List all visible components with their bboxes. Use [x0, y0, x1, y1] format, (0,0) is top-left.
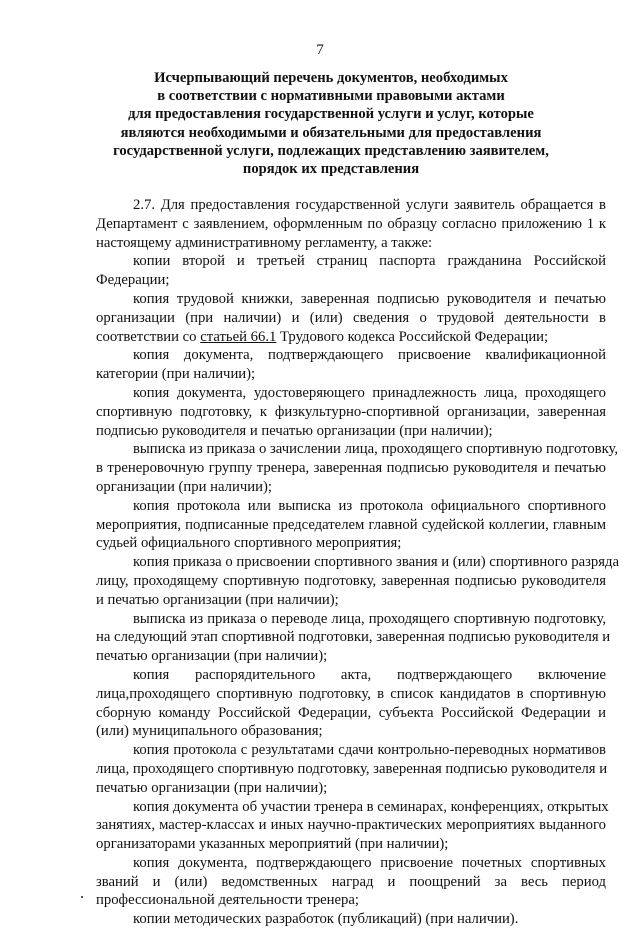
body-line: копия документа, удостоверяющего принадлежность лица, проходящего	[133, 384, 606, 401]
body-line: занятиях, мастер-классах и иных научно-практических мероприятиях выданного	[96, 817, 606, 834]
body-line: Федерации;	[96, 272, 170, 289]
body-line: мероприятия, подписанные председателем главной судейской коллегии, главным	[96, 516, 606, 533]
body-text: Трудового кодекса Российской Федерации;	[276, 328, 549, 345]
body-line: копия документа, подтверждающего присвоение почетных спортивных	[133, 854, 606, 871]
body-line: судьей официального спортивного мероприятия;	[96, 535, 402, 552]
body-line: лицу, проходящему спортивную подготовку, заверенная подписью руководителя	[96, 572, 606, 589]
body-line: 2.7. Для предоставления государственной услуги заявитель обращается в	[133, 197, 606, 213]
body-line: категории (при наличии);	[96, 366, 256, 383]
body-line: званий и (или) ведомственных наград и поощрений за весь период	[96, 873, 606, 890]
body-line: копия документа об участии тренера в семинарах, конференциях, открытых	[133, 798, 609, 815]
body-line: копия распорядительного акта, подтверждающего включение	[133, 666, 606, 683]
body-line: спортивную подготовку, к физкультурно-спортивной организации, заверенная	[96, 403, 606, 420]
title-line: для предоставления государственной услуги и услуг, которые	[128, 106, 534, 123]
body-line: печатью организации (при наличии);	[96, 648, 328, 665]
body-line: копия трудовой книжки, заверенная подписью руководителя и печатью	[133, 290, 606, 307]
body-line: и печатью организации (при наличии);	[96, 591, 339, 608]
body-line: копия документа, подтверждающего присвоение квалификационной	[133, 347, 606, 364]
body-line: копия протокола или выписка из протокола официального спортивного	[133, 497, 606, 514]
body-line: копии методических разработок (публикаций) (при наличии).	[133, 911, 519, 928]
page-number: 7	[316, 42, 324, 58]
body-line: сборную команду Российской Федерации, субъекта Российской Федерации и	[96, 704, 606, 721]
body-line: печатью организации (при наличии);	[96, 779, 328, 796]
document-body	[0, 196, 640, 929]
title-line: в соответствии с нормативными правовыми актами	[157, 88, 505, 105]
body-line: копии второй и третьей страниц паспорта гражданина Российской	[133, 253, 606, 270]
body-text: соответствии со	[96, 328, 201, 345]
body-line: профессиональной деятельности тренера;	[96, 892, 359, 909]
body-line: на следующий этап спортивной подготовки, заверенная подписью руководителя и	[96, 629, 611, 646]
title-line: Исчерпывающий перечень документов, необходимых	[154, 70, 508, 86]
body-line: копия приказа о присвоении спортивного звания и (или) спортивного разряда	[133, 554, 620, 571]
body-line: подписью руководителя и печатью организации (при наличии);	[96, 422, 493, 439]
body-line: выписка из приказа о переводе лица, проходящего спортивную подготовку,	[133, 610, 606, 627]
body-line: в тренеровочную группу тренера, заверенная подписью руководителя и печатью	[96, 460, 606, 477]
body-line: лица, проходящего спортивную подготовку, заверенная подписью руководителя и	[96, 760, 608, 777]
body-line: (или) муниципального образования;	[96, 723, 323, 740]
body-line: Департамент с заявлением, оформленным по образцу согласно приложению 1 к	[96, 215, 606, 232]
body-line: организации (при наличии) и (или) сведения о трудовой деятельности в	[96, 309, 606, 326]
body-line: организации (при наличии);	[96, 478, 272, 495]
scan-artifact	[81, 896, 83, 898]
body-line: лица,проходящего спортивную подготовку, в список кандидатов в спортивную	[96, 685, 606, 702]
body-line: выписка из приказа о зачислении лица, проходящего спортивную подготовку,	[133, 441, 619, 458]
title-line: порядок их представления	[242, 161, 420, 178]
body-line	[96, 328, 606, 347]
body-line: настоящему административному регламенту, а также:	[96, 234, 433, 251]
section-title	[96, 69, 566, 178]
body-line: организаторами указанных мероприятий (при наличии);	[96, 836, 449, 853]
title-line: являются необходимыми и обязательными для предоставления	[120, 124, 542, 141]
title-line: государственной услуги, подлежащих представлению заявителем,	[113, 142, 549, 159]
law-article-link[interactable]: статьей 66.1	[200, 328, 277, 345]
body-line: копия протокола с результатами сдачи контрольно-переводных нормативов	[133, 742, 606, 759]
